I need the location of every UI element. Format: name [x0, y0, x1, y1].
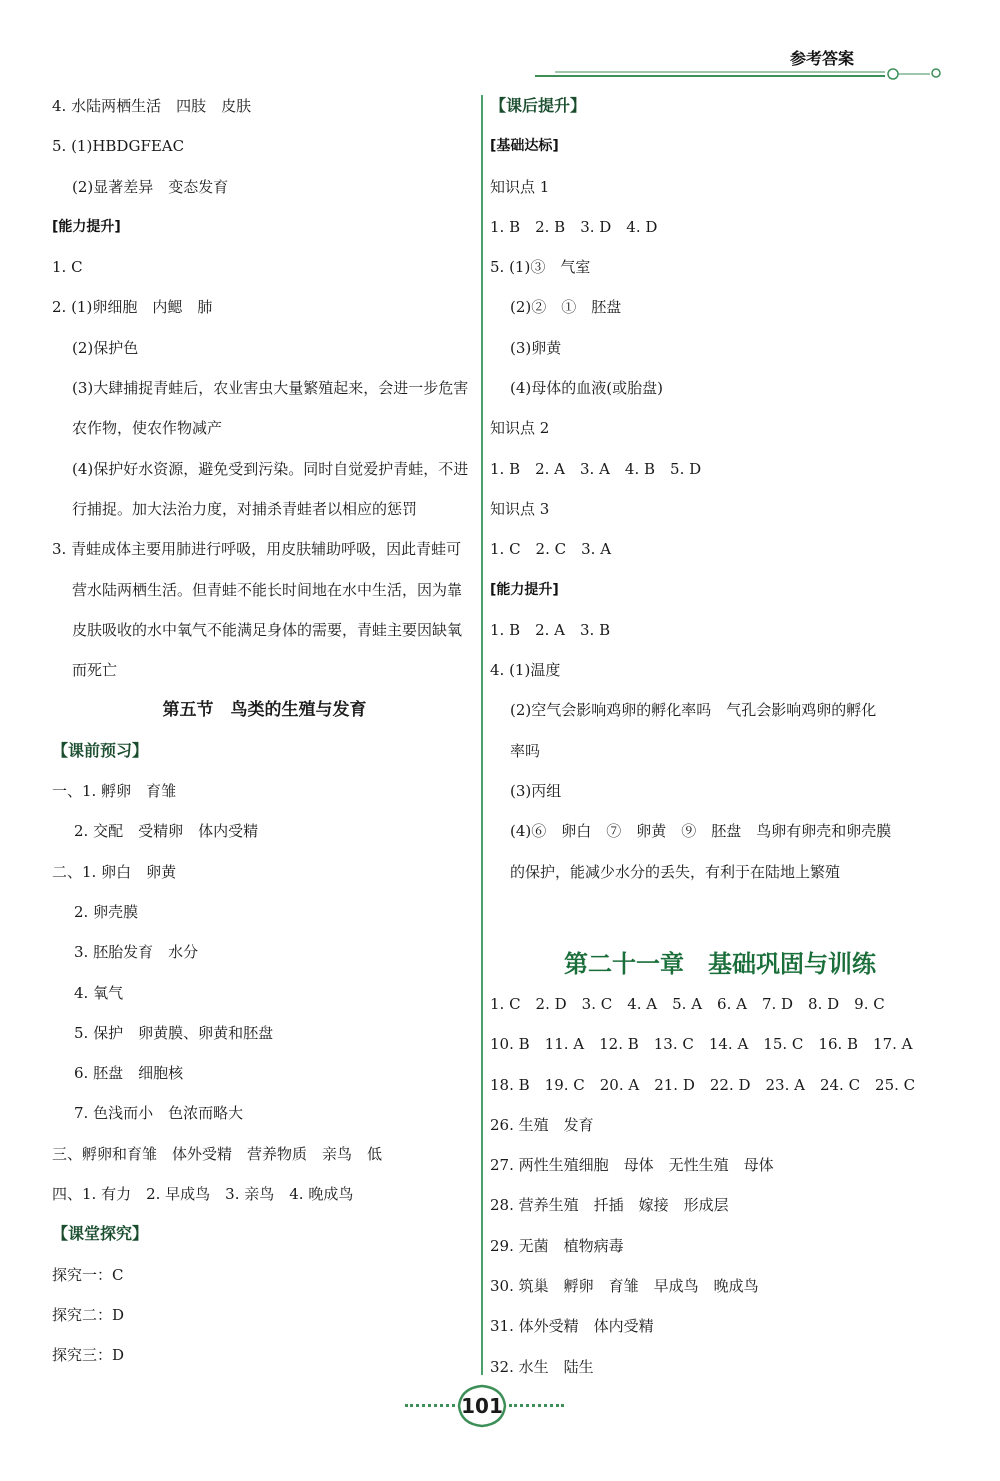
subsection-heading: [基础达标] [490, 138, 559, 155]
page-header-label: 参考答案 [790, 49, 855, 68]
answer-line: 30. 筑巢 孵卵 育雏 早成鸟 晚成鸟 [490, 1277, 759, 1296]
section-heading: 【课前预习】 [52, 740, 149, 760]
answer-line: 四、1. 有力 2. 早成鸟 3. 亲鸟 4. 晚成鸟 [52, 1185, 354, 1204]
answer-line: 的保护，能减少水分的丢失，有利于在陆地上繁殖 [510, 862, 841, 881]
answer-line: 29. 无菌 植物病毒 [490, 1236, 624, 1255]
section-title: 第五节 鸟类的生殖与发育 [162, 700, 367, 721]
answer-line: 32. 水生 陆生 [490, 1357, 594, 1376]
answer-line: 探究二：D [52, 1305, 125, 1324]
answer-line: 农作物，使农作物减产 [72, 419, 223, 438]
answer-line: 5. 保护 卵黄膜、卵黄和胚盘 [74, 1023, 274, 1042]
answer-line: 31. 体外受精 体内受精 [490, 1317, 654, 1336]
answer-line: (2)保护色 [72, 338, 139, 357]
answer-line: 行捕捉。加大法治力度，对捕杀青蛙者以相应的惩罚 [72, 499, 418, 518]
answer-line: 三、孵卵和育雏 体外受精 营养物质 亲鸟 低 [52, 1144, 383, 1163]
subsection-heading: [能力提升] [490, 581, 559, 598]
answer-line: 5. (1)HBDGFEAC [52, 137, 185, 156]
answer-line: 一、1. 孵卵 育雏 [52, 782, 177, 801]
answer-line: 1. B 2. B 3. D 4. D [490, 217, 658, 236]
header-rule [535, 66, 945, 86]
answer-line: 28. 营养生殖 扦插 嫁接 形成层 [490, 1196, 729, 1215]
answer-line: 知识点 3 [490, 499, 550, 518]
answer-line: 2. 卵壳膜 [74, 902, 139, 921]
answer-line: 1. B 2. A 3. A 4. B 5. D [490, 459, 702, 478]
answer-line: (4)⑥ 卵白 ⑦ 卵黄 ⑨ 胚盘 鸟卵有卵壳和卵壳膜 [510, 822, 892, 841]
answer-line: 3. 胚胎发育 水分 [74, 943, 199, 962]
section-heading: 【课后提升】 [490, 96, 587, 115]
page-number-text: 101 [461, 1394, 503, 1418]
answer-line: 皮肤吸收的水中氧气不能满足身体的需要，青蛙主要因缺氧 [72, 620, 463, 639]
answer-line: 4. (1)温度 [490, 661, 561, 680]
page-number [455, 1382, 509, 1430]
answer-line: 率吗 [510, 741, 541, 760]
footer-dots-right [509, 1404, 564, 1409]
answer-line: 5. (1)③ 气室 [490, 258, 591, 277]
column-divider [481, 95, 483, 1375]
answer-line: 1. C 2. C 3. A [490, 540, 612, 559]
answer-line: 二、1. 卵白 卵黄 [52, 862, 177, 881]
answer-line: 27. 两性生殖细胞 母体 无性生殖 母体 [490, 1156, 774, 1175]
answer-line: (2)显著差异 变态发育 [72, 177, 229, 196]
answer-line: 1. C [52, 258, 83, 277]
answer-line: 而死亡 [72, 661, 118, 680]
footer-dots-left [405, 1404, 455, 1409]
answer-line: (4)母体的血液(或胎盘) [510, 379, 663, 398]
answer-line: 知识点 1 [490, 177, 550, 196]
answer-line: 7. 色浅而小 色浓而略大 [74, 1104, 244, 1123]
answer-line: (4)保护好水资源，避免受到污染。同时自觉爱护青蛙，不进 [72, 459, 469, 478]
left-column [52, 94, 477, 1384]
answer-line: 2. 交配 受精卵 体内受精 [74, 822, 259, 841]
answer-line: (3)卵黄 [510, 338, 562, 357]
answer-line: (2)空气会影响鸡卵的孵化率吗 气孔会影响鸡卵的孵化 [510, 701, 877, 720]
answer-line: (3)大肆捕捉青蛙后，农业害虫大量繁殖起来，会进一步危害 [72, 379, 469, 398]
right-column [490, 94, 950, 1395]
answer-line: 营水陆两栖生活。但青蛙不能长时间地在水中生活，因为靠 [72, 580, 463, 599]
section-heading: 【课堂探究】 [52, 1224, 149, 1244]
answer-line: 知识点 2 [490, 419, 550, 438]
answer-line: 3. 青蛙成体主要用肺进行呼吸，用皮肤辅助呼吸，因此青蛙可 [52, 540, 462, 559]
answer-line: 探究一：C [52, 1265, 124, 1284]
answer-line: 18. B 19. C 20. A 21. D 22. D 23. A 24. C 25. C [490, 1075, 916, 1094]
answer-line: (3)丙组 [510, 782, 562, 801]
answer-line: 4. 水陆两栖生活 四肢 皮肤 [52, 97, 252, 115]
answer-line: 探究三：D [52, 1346, 125, 1365]
answer-line: (2)② ① 胚盘 [510, 298, 622, 317]
answer-line: 1. B 2. A 3. B [490, 620, 611, 639]
answer-line: 10. B 11. A 12. B 13. C 14. A 15. C 16. B 17. A [490, 1035, 913, 1054]
answer-line: 6. 胚盘 细胞核 [74, 1064, 184, 1083]
answer-line: 2. (1)卵细胞 内鳃 肺 [52, 298, 213, 317]
answer-line: 4. 氧气 [74, 983, 124, 1002]
answer-line: 1. C 2. D 3. C 4. A 5. A 6. A 7. D 8. D 9. C [490, 994, 885, 1013]
subsection-heading: [能力提升] [52, 218, 121, 235]
answer-line: 26. 生殖 发育 [490, 1115, 594, 1134]
chapter-title: 第二十一章 基础巩固与训练 [564, 948, 876, 978]
